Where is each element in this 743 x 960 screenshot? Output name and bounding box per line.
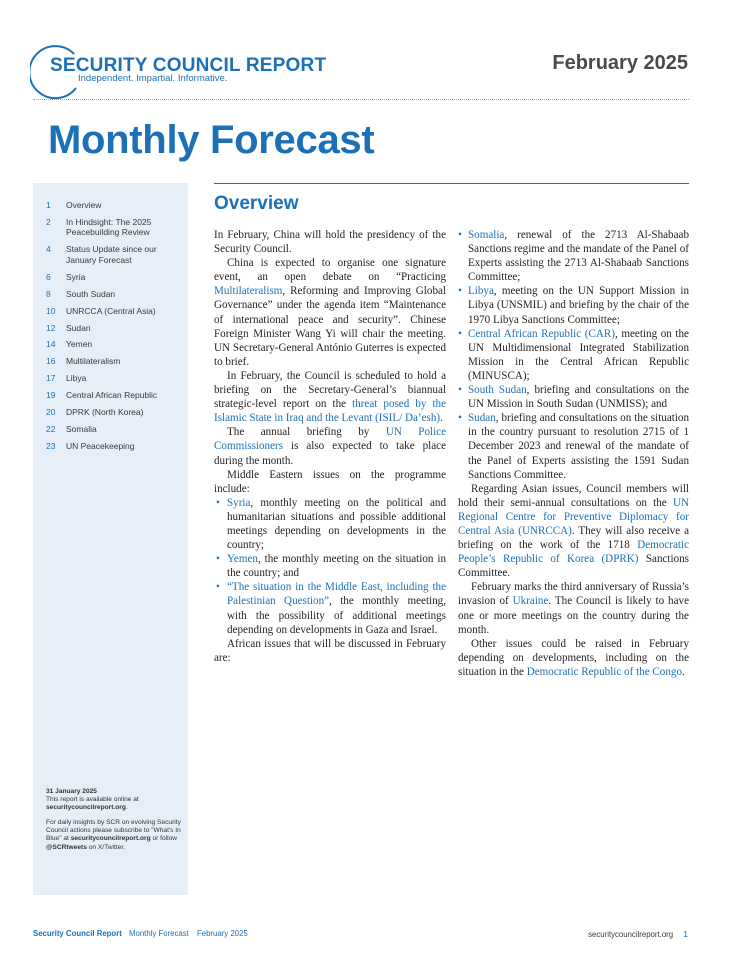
list-item: • Sudan, briefing and consultations on the situation in the country pursuant to resolution 2715 of 1 December 2023 and renewal of the mandate of the Panel of Experts assisting the 1591 Sudan Sanctions Committee. — [468, 411, 689, 481]
report-date: 31 January 2025 — [46, 788, 97, 795]
toc-page-number: 10 — [46, 305, 56, 316]
toc-item[interactable] — [46, 289, 186, 300]
toc-title: Somalia — [66, 423, 97, 434]
toc-title: Overview — [66, 200, 102, 210]
toc-title: South Sudan — [66, 288, 116, 299]
toc-item[interactable] — [46, 407, 186, 418]
toc-item[interactable] — [46, 390, 186, 401]
toc-title: Yemen — [66, 339, 93, 350]
section-divider — [214, 183, 689, 184]
link-south-sudan[interactable]: South Sudan — [468, 384, 527, 397]
toc-title: Multilateralism — [66, 356, 121, 367]
twitter-handle-link[interactable]: @SCRtweets — [46, 843, 87, 851]
toc-item[interactable] — [46, 441, 186, 452]
link-drc[interactable]: Democratic Republic of the Congo — [526, 665, 682, 678]
footer-right — [588, 929, 688, 939]
toc-title: UNRCCA (Central Asia) — [66, 305, 156, 316]
toc-page-number: 8 — [46, 288, 51, 299]
list-item: • Central African Republic (CAR), meeting on the UN Multidimensional Integrated Stabilization Mission in the Central African Republic (MINUSCA); — [468, 327, 689, 383]
link-isil[interactable]: threat posed by the Islamic State in Iraq and the Levant (ISIL/ Da’esh) — [214, 398, 446, 425]
toc-title: Central African Republic — [66, 390, 158, 401]
toc-title: UN Peacekeeping — [66, 440, 135, 451]
page-number: 1 — [683, 929, 688, 939]
sidebar — [33, 183, 188, 895]
toc-item[interactable] — [46, 200, 186, 211]
link-car[interactable]: Central African Republic (CAR) — [468, 327, 615, 340]
link-libya[interactable]: Libya — [468, 285, 494, 298]
list-item: • Libya, meeting on the UN Support Mission in Libya (UNSMIL) and briefing by the chair of the 1970 Libya Sanctions Committee; — [468, 284, 689, 326]
footer-publication: Monthly Forecast — [128, 929, 189, 938]
toc-item[interactable] — [46, 244, 186, 265]
list-item: • Somalia, renewal of the 2713 Al-Shabaab Sanctions regime and the mandate of the Panel of Experts assisting the 2713 Al-Shabaab Sanctions Committee; — [468, 228, 689, 284]
toc-item[interactable] — [46, 339, 186, 350]
page-title: Monthly Forecast — [48, 118, 375, 162]
toc-item[interactable] — [46, 217, 186, 238]
toc-item[interactable] — [46, 373, 186, 384]
toc-item[interactable] — [46, 323, 186, 334]
toc-page-number: 20 — [46, 406, 56, 417]
toc-title: Status Update since our January Forecast — [66, 244, 157, 265]
footer-website[interactable]: securitycouncilreport.org — [588, 930, 674, 939]
toc-title: DPRK (North Korea) — [66, 406, 144, 417]
link-yemen[interactable]: Yemen — [227, 553, 258, 566]
list-item: • South Sudan, briefing and consultations on the UN Mission in South Sudan (UNMISS); and — [468, 383, 689, 411]
toc-page-number: 1 — [46, 200, 51, 210]
link-syria[interactable]: Syria — [227, 496, 251, 509]
toc-page-number: 2 — [46, 216, 51, 227]
toc-item[interactable] — [46, 356, 186, 367]
sidebar-note: 31 January 2025 This report is available online at securitycouncilreport.org. For daily insights by SCR on evolving Security Council actions please subscribe to "What's In Blue" at securitycouncilreport.org or follow @SCRtweets on X/Twitter. — [46, 788, 181, 851]
list-item: • “The situation in the Middle East, including the Palestinian Question”, the monthly meeting, with the possibility of additional meetings depending on developments in Gaza and Israel. — [227, 580, 446, 636]
section-heading: Overview — [214, 193, 299, 214]
toc-page-number: 17 — [46, 373, 56, 384]
toc-item[interactable] — [46, 272, 186, 283]
link-un-police[interactable]: UN Police Commissioners — [214, 426, 447, 453]
online-text: This report is available online at — [46, 796, 139, 804]
footer-left — [33, 929, 248, 938]
toc-page-number: 4 — [46, 244, 51, 255]
toc-title: Syria — [66, 271, 86, 282]
toc-page-number: 23 — [46, 440, 56, 451]
toc-title: In Hindsight: The 2025 Peacebuilding Review — [66, 216, 152, 238]
toc-page-number: 22 — [46, 423, 56, 434]
toc-page-number: 19 — [46, 390, 56, 401]
link-sudan[interactable]: Sudan — [468, 412, 496, 425]
toc-item[interactable] — [46, 424, 186, 435]
toc-page-number: 6 — [46, 271, 51, 282]
link-middle-east[interactable]: “The situation in the Middle East, including the Palestinian Question” — [227, 581, 446, 608]
list-item: • Syria, monthly meeting on the political and humanitarian situations and possible additional meetings depending on developments in the country; — [227, 496, 446, 552]
org-name: SECURITY COUNCIL REPORT — [50, 55, 327, 76]
header-divider — [33, 99, 689, 100]
table-of-contents — [46, 200, 186, 458]
footer-date: February 2025 — [196, 929, 248, 938]
toc-item[interactable] — [46, 306, 186, 317]
toc-page-number: 16 — [46, 356, 56, 367]
toc-title: Sudan — [66, 322, 91, 333]
website-link[interactable]: securitycouncilreport.org — [46, 804, 126, 812]
link-ukraine[interactable]: Ukraine — [512, 595, 549, 608]
insights-text: For daily insights by SCR on evolving Security Council actions please subscribe to "What's In Blue" at — [46, 819, 181, 843]
link-unrcca[interactable]: UN Regional Centre for Preventive Diplomacy for Central Asia (UNRCCA) — [458, 496, 689, 537]
list-item: • Yemen, the monthly meeting on the situation in the country; and — [227, 552, 446, 580]
body-column-right: • Somalia, renewal of the 2713 Al-Shabaab Sanctions regime and the mandate of the Panel of Experts assisting the 2713 Al-Shabaab Sanctions Committee; • Libya, meeting on the UN Support Mission in Libya (UNSMIL) and briefing by the chair of the 1970 Libya Sanctions Committee; • Central African Republic (CAR), meeting on the UN Multidimensional Integrated Stabilization Mission in the Central African Republic (MINUSCA); • South Sudan, briefing and consultations on the UN Mission in South Sudan (UNMISS); and • Sudan, briefing and consultations on the situation in the country pursuant to resolution 2715 of 1 December 2023 and renewal of the mandate of the Panel of Experts assisting the 1591 Sudan Sanctions Committee. Regarding Asian issues, Council members will hold their semi-annual consultations on the UN Regional Centre for Preventive Diplomacy for Central Asia (UNRCCA). They will also receive a briefing on the work of the 1718 Democratic People’s Republic of Korea (DPRK) Sanctions Committee. February marks the third anniversary of Russia’s invasion of Ukraine. The Council is likely to have one or more meetings on the country during the month. Other issues could be raised in February depending on developments, including on the situation in the Democratic Republic of the Congo. — [458, 228, 689, 679]
link-somalia[interactable]: Somalia — [468, 229, 505, 241]
or-follow-text: or follow — [152, 835, 178, 843]
toc-page-number: 12 — [46, 322, 56, 333]
toc-page-number: 14 — [46, 339, 56, 350]
website-link-2[interactable]: securitycouncilreport.org — [70, 835, 151, 843]
issue-date: February 2025 — [552, 52, 688, 74]
toc-title: Libya — [66, 373, 87, 384]
footer-org: Security Council Report — [33, 929, 122, 938]
body-column-left: In February, China will hold the presidency of the Security Council. China is expected to organise one signature event, an open debate on “Practicing Multilateralism, Reforming and Improving Global Governance” under the agenda item “Maintenance of international peace and security”. Chinese Foreign Minister Wang Yi will chair the meeting. UN Secretary-General António Guterres is expected to brief. In February, the Council is scheduled to hold a briefing on the Secretary-General’s biannual strategic-level report on the threat posed by the Islamic State in Iraq and the Levant (ISIL/ Da’esh). The annual briefing by UN Police Commissioners is also expected to take place during the month. Middle Eastern issues on the programme include: • Syria, monthly meeting on the political and humanitarian situations and possible additional meetings depending on developments in the country; • Yemen, the monthly meeting on the situation in the country; and • “The situation in the Middle East, including the Palestinian Question”, the monthly meeting, with the possibility of additional meetings depending on developments in Gaza and Israel. African issues that will be discussed in February are: — [214, 228, 446, 665]
link-multilateralism[interactable]: Multilateralism — [214, 285, 283, 298]
org-tagline: Independent. Impartial. Informative. — [78, 73, 228, 84]
link-dprk[interactable]: Democratic People’s Republic of Korea (DPRK) — [458, 539, 689, 566]
on-x-text: on X/Twitter. — [88, 843, 125, 851]
